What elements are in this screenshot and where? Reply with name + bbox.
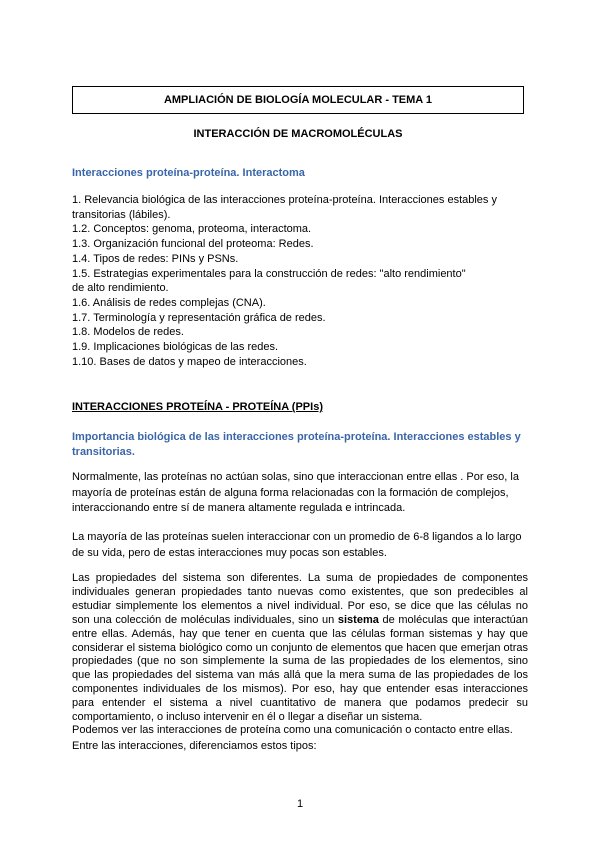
course-title: AMPLIACIÓN DE BIOLOGÍA MOLECULAR - TEMA 1 <box>163 94 433 106</box>
system-bold-word: sistema <box>337 613 379 626</box>
paragraph-types-intro: Entre las interacciones, diferenciamos estos tipos: <box>72 740 317 752</box>
topic-title: INTERACCIÓN DE MACROMOLÉCULAS <box>193 128 403 140</box>
importance-heading: Importancia biológica de las interacciones proteína-proteína. Interacciones estables y transitorias. <box>72 431 521 458</box>
paragraph-system-properties <box>72 572 528 725</box>
paragraph-communication: Podemos ver las interacciones de proteína como una comunicación o contacto entre ellas. <box>72 724 513 736</box>
toc-item: 1.2. Conceptos: genoma, proteoma, interactoma. <box>72 223 312 236</box>
ppi-heading: INTERACCIONES PROTEÍNA - PROTEÍNA (PPIs) <box>72 401 323 413</box>
toc-item: 1.6. Análisis de redes complejas (CNA). <box>72 296 266 309</box>
paragraph-ligands: La mayoría de las proteínas suelen interaccionar con un promedio de 6-8 ligandos a lo largo de su vida, pero de estas interacciones muy pocas son estables. <box>72 531 522 559</box>
system-text-part-1: Las propiedades del sistema son diferentes. La suma de propiedades de componentes individuales generan propiedades tanto nuevas como existentes, que son predecibles al estudiar simplemente los elementos a nivel individual. Por eso, se dice que las células no son una colección de moléculas individuales, sino un <box>72 572 528 626</box>
toc-item: de alto rendimiento. <box>72 282 169 295</box>
page-number: 1 <box>296 798 304 810</box>
toc-item: 1.8. Modelos de redes. <box>72 326 184 339</box>
course-title-box <box>72 86 524 114</box>
table-of-contents <box>72 193 532 369</box>
toc-item: 1.7. Terminología y representación gráfica de redes. <box>72 311 326 324</box>
system-text-part-2: de moléculas que interactúan entre ellas. Además, hay que tener en cuenta que las células forman sistemas y hay que considerar el sistema biológico como un conjunto de elementos que hacen que emerjan otras propiedades (que no son simplemente la suma de las propiedades de los elementos, sino que las propiedades del sistema van más allá que la mera suma de las propiedades de los componentes individuales de los mismos). Por eso, hay que entender esas interacciones para entender el sistema a nivel cuantitativo de manera que podamos predecir su comportamiento, o incluso intervenir en él o llegar a diseñar un sistema. <box>72 613 528 724</box>
toc-item: 1.3. Organización funcional del proteoma: Redes. <box>72 238 314 251</box>
toc-item: 1.10. Bases de datos y mapeo de interacciones. <box>72 355 307 368</box>
toc-item: 1.4. Tipos de redes: PINs y PSNs. <box>72 252 239 265</box>
toc-item: 1. Relevancia biológica de las interacciones proteína-proteína. Interacciones estables y transitorias (lábiles). <box>72 194 497 221</box>
toc-item: 1.9. Implicaciones biológicas de las redes. <box>72 341 279 354</box>
paragraph-proteins-interact: Normalmente, las proteínas no actúan solas, sino que interaccionan entre ellas . Por eso, la mayoría de proteínas están de alguna forma relacionadas con la formación de complejos, interaccionando entre sí de manera altamente regulada e intrincada. <box>72 471 519 514</box>
toc-item: 1.5. Estrategias experimentales para la construcción de redes: "alto rendimiento" <box>72 267 466 280</box>
section-interactome-title: Interacciones proteína-proteína. Interactoma <box>72 167 305 179</box>
